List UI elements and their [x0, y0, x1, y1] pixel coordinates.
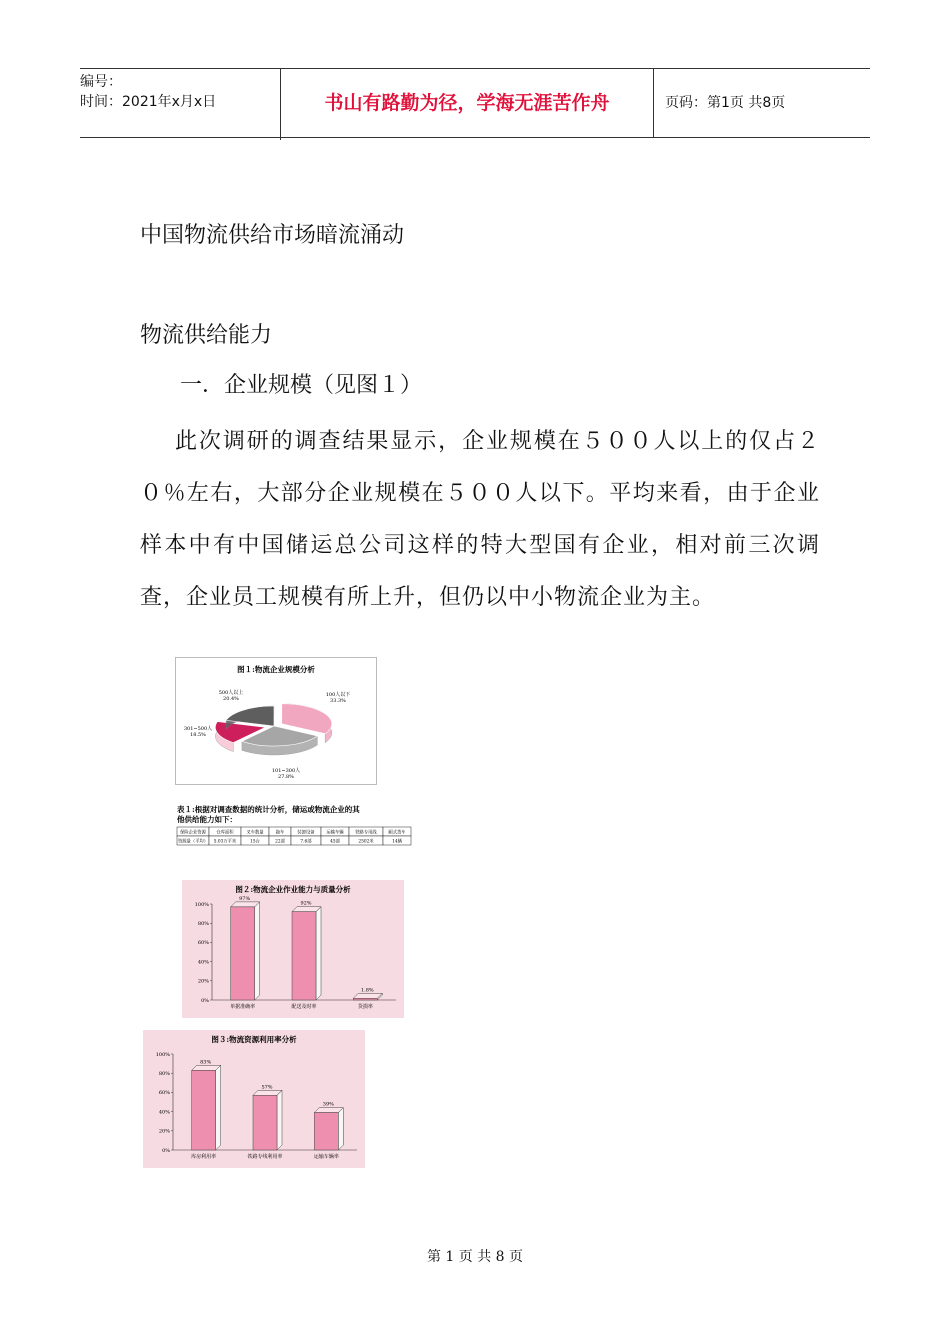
y-tick-label: 40% — [197, 959, 209, 966]
page-header — [80, 68, 870, 138]
document-title: 中国物流供给市场暗流涌动 — [140, 223, 405, 248]
pie-slice-value: 27.8% — [278, 774, 294, 780]
x-tick-label: 配送及时率 — [291, 1004, 317, 1010]
body-paragraph: 此次调研的调查结果显示，企业规模在５００人以上的仅占２０％左右，大部分企业规模在５００人以下。平均来看，由于企业样本中有中国储运总公司这样的特大型国有企业，相对前三次调查，企业员工规模有所上升，但仍以中小物流企业为主。 — [140, 429, 820, 610]
bar-top — [192, 1065, 221, 1070]
x-tick-label: 库房利用率 — [191, 1154, 217, 1160]
pie-slice-label: 301~500人 — [183, 726, 213, 732]
pie-slice-value: 33.3% — [330, 698, 346, 704]
table-cell-text: 资源量（平均） — [177, 839, 209, 845]
y-tick-label: 80% — [197, 921, 209, 927]
bar-top — [231, 902, 260, 907]
table-cell-text: 45部 — [330, 839, 340, 845]
bar-side — [338, 1108, 343, 1150]
table-header-text: 铁路专用线 — [355, 830, 377, 836]
bar-value-label: 83% — [200, 1059, 212, 1066]
bar-value-label: 39% — [322, 1101, 334, 1108]
bar-top — [292, 907, 321, 912]
header-motto: 书山有路勤为径，学海无涯苦作舟 — [281, 69, 654, 137]
bar-chart-3-svg — [143, 1030, 365, 1168]
x-tick-label: 运输车辆率 — [313, 1154, 339, 1160]
bar-value-label: 92% — [300, 900, 312, 907]
bar-value-label: 57% — [261, 1084, 273, 1091]
table-cell-text: 14辆 — [392, 839, 402, 845]
bar-chart-title: 图３:物流资源利用率分析 — [211, 1035, 297, 1044]
y-tick-label: 60% — [197, 940, 209, 947]
table-caption-line2: 他供给能力如下： — [177, 815, 237, 824]
subsection-heading: 一．企业规模（见图１） — [180, 373, 423, 398]
page-footer: 第 1 页 共 8 页 — [426, 1249, 524, 1265]
bar-chart-2-svg — [182, 880, 404, 1018]
y-tick-label: 0% — [162, 1147, 170, 1154]
table-cell-text: 5.03万平米 — [213, 839, 237, 845]
y-tick-label: 80% — [158, 1071, 170, 1077]
pie-slice-label: 100人以下 — [325, 692, 351, 698]
header-number: 编号： — [80, 74, 122, 90]
table-cell-text: 2502米 — [358, 839, 374, 845]
table-1-svg — [175, 803, 413, 855]
bar-value-label: 97% — [239, 895, 251, 902]
table-cell-text: 7.6部 — [300, 839, 312, 845]
pie-slice-value: 20.4% — [223, 696, 239, 702]
bar-side — [255, 902, 260, 1000]
y-tick-label: 20% — [158, 1128, 170, 1135]
figure-1-pie-chart — [175, 657, 377, 785]
bar-top — [253, 1090, 282, 1095]
bar-value-label: 1.8% — [360, 987, 374, 994]
table-header-text: 运输车辆 — [326, 830, 344, 836]
x-tick-label: 货损率 — [357, 1004, 373, 1010]
table-header-text: 叉车数量 — [246, 830, 264, 836]
pie-slice-value: 18.5% — [190, 732, 206, 738]
table-header-text: 装卸设备 — [297, 830, 315, 836]
y-tick-label: 60% — [158, 1090, 170, 1097]
bar — [292, 912, 316, 1000]
bar — [231, 907, 255, 1000]
header-page: 页码：第1页 共8页 — [665, 95, 786, 111]
bar-chart-title: 图２:物流企业作业能力与质量分析 — [235, 885, 351, 894]
table-header-text: 保险企业资源 — [180, 830, 206, 836]
bar-side — [277, 1090, 282, 1150]
pie-slice-label: 500人以上 — [218, 690, 244, 696]
table-header-text: 仓库面积 — [216, 830, 234, 836]
section-heading: 物流供给能力 — [140, 323, 273, 348]
header-meta — [80, 69, 281, 140]
table-caption-line1: 表１:根据对调查数据的统计分析，储运或物流企业的其 — [177, 805, 360, 814]
table-header-text: 拖车 — [275, 830, 285, 836]
y-tick-label: 40% — [158, 1109, 170, 1116]
table-cell-text: 15台 — [250, 839, 260, 845]
table-1 — [175, 803, 413, 855]
bar-side — [316, 907, 321, 1000]
y-tick-label: 100% — [155, 1051, 170, 1058]
bar — [314, 1113, 338, 1150]
bar — [353, 998, 377, 1000]
pie-title: 图１:物流企业规模分析 — [237, 665, 315, 674]
bar — [253, 1095, 277, 1150]
table-header-text: 厢式货车 — [388, 830, 406, 836]
bar-side — [216, 1065, 221, 1150]
bar — [192, 1070, 216, 1150]
x-tick-label: 铁路专线利用率 — [247, 1154, 283, 1160]
pie-chart-svg — [176, 658, 376, 784]
y-tick-label: 20% — [197, 978, 209, 985]
figure-3-bar-chart — [143, 1030, 365, 1168]
pie-slice-label: 101~300人 — [271, 768, 301, 774]
bar-top — [314, 1108, 343, 1113]
y-tick-label: 0% — [201, 997, 209, 1004]
y-tick-label: 100% — [194, 901, 209, 908]
bar-top — [353, 993, 382, 998]
x-tick-label: 单据准确率 — [230, 1004, 256, 1010]
figure-2-bar-chart — [182, 880, 404, 1018]
header-time: 时间：2021年x月x日 — [80, 94, 217, 110]
table-cell-text: 22部 — [275, 839, 285, 845]
